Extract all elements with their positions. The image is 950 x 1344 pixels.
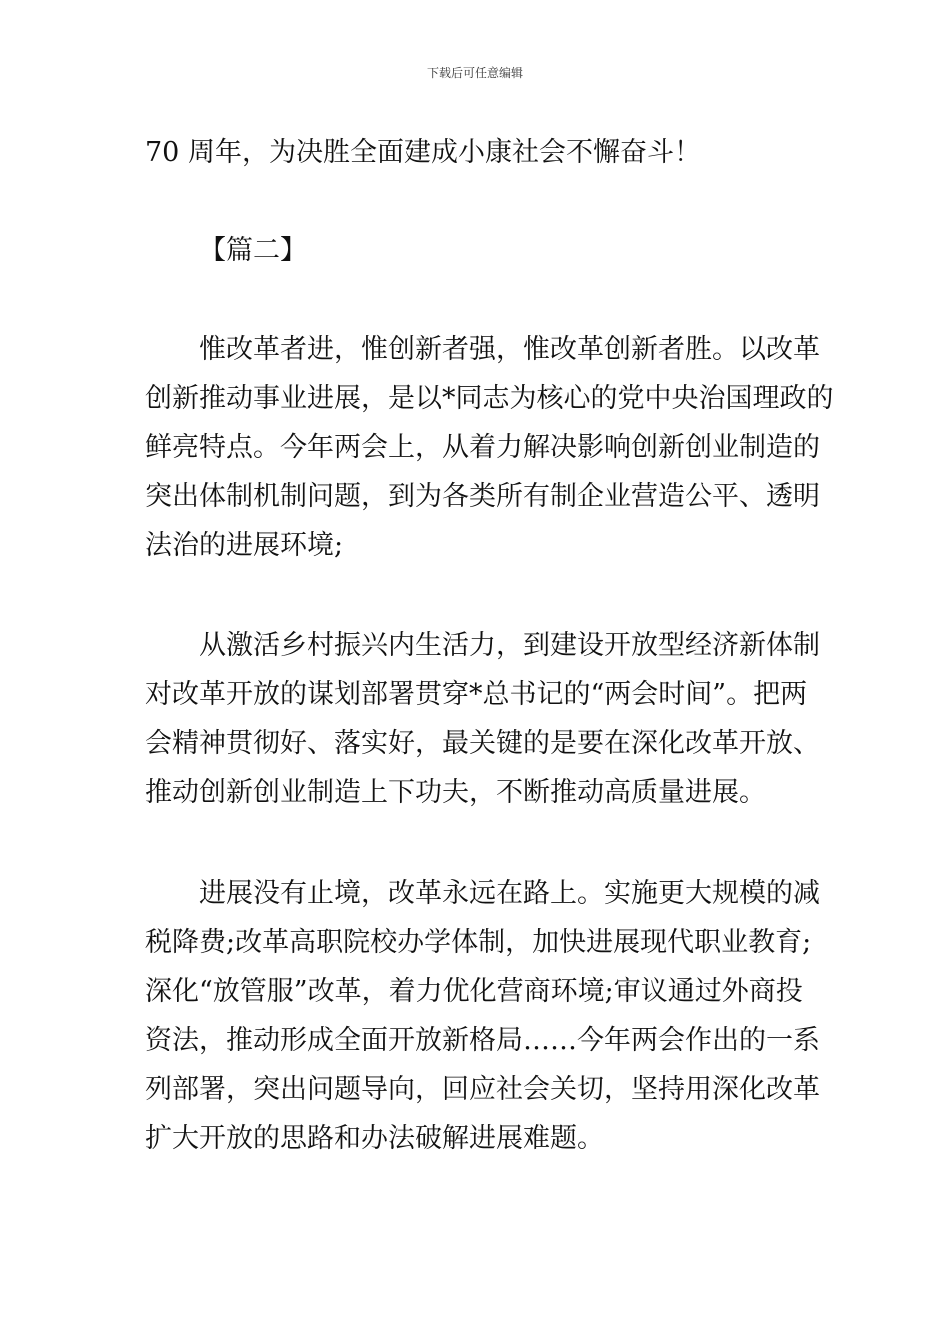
- paragraph-3: [145, 869, 820, 1163]
- paragraph-2: [145, 621, 820, 817]
- text-line: 扩大开放的思路和办法破解进展难题。: [145, 1123, 604, 1154]
- text-line: 70 周年，为决胜全面建成小康社会不懈奋斗！: [145, 137, 701, 168]
- text-line: 税降费;改革高职院校办学体制，加快进展现代职业教育;: [145, 927, 812, 958]
- text-line: 从激活乡村振兴内生活力，到建设开放型经济新体制: [199, 630, 820, 661]
- section-title: 【篇二】: [199, 235, 307, 266]
- text-line: 列部署，突出问题导向，回应社会关切，坚持用深化改革: [145, 1074, 820, 1105]
- text-line: 资法，推动形成全面开放新格局……今年两会作出的一系: [145, 1025, 820, 1056]
- section-title-block: [145, 226, 815, 275]
- text-line: 惟改革者进，惟创新者强，惟改革创新者胜。以改革: [199, 334, 820, 365]
- text-line: 创新推动事业进展，是以*同志为核心的党中央治国理政的: [145, 383, 834, 414]
- text-line: 推动创新创业制造上下功夫，不断推动高质量进展。: [145, 777, 766, 808]
- continuation-text: [145, 128, 815, 177]
- paragraph-1: [145, 325, 834, 570]
- page-header: 下载后可任意编辑: [426, 66, 523, 80]
- text-line: 深化“放管服”改革，着力优化营商环境;审议通过外商投: [145, 976, 803, 1007]
- text-line: 突出体制机制问题，到为各类所有制企业营造公平、透明: [145, 481, 820, 512]
- text-line: 鲜亮特点。今年两会上，从着力解决影响创新创业制造的: [145, 432, 820, 463]
- text-line: 会精神贯彻好、落实好，最关键的是要在深化改革开放、: [145, 728, 820, 759]
- text-line: 法治的进展环境;: [145, 530, 344, 561]
- text-line: 进展没有止境，改革永远在路上。实施更大规模的减: [199, 878, 820, 909]
- text-line: 对改革开放的谋划部署贯穿*总书记的“两会时间”。把两: [145, 679, 808, 710]
